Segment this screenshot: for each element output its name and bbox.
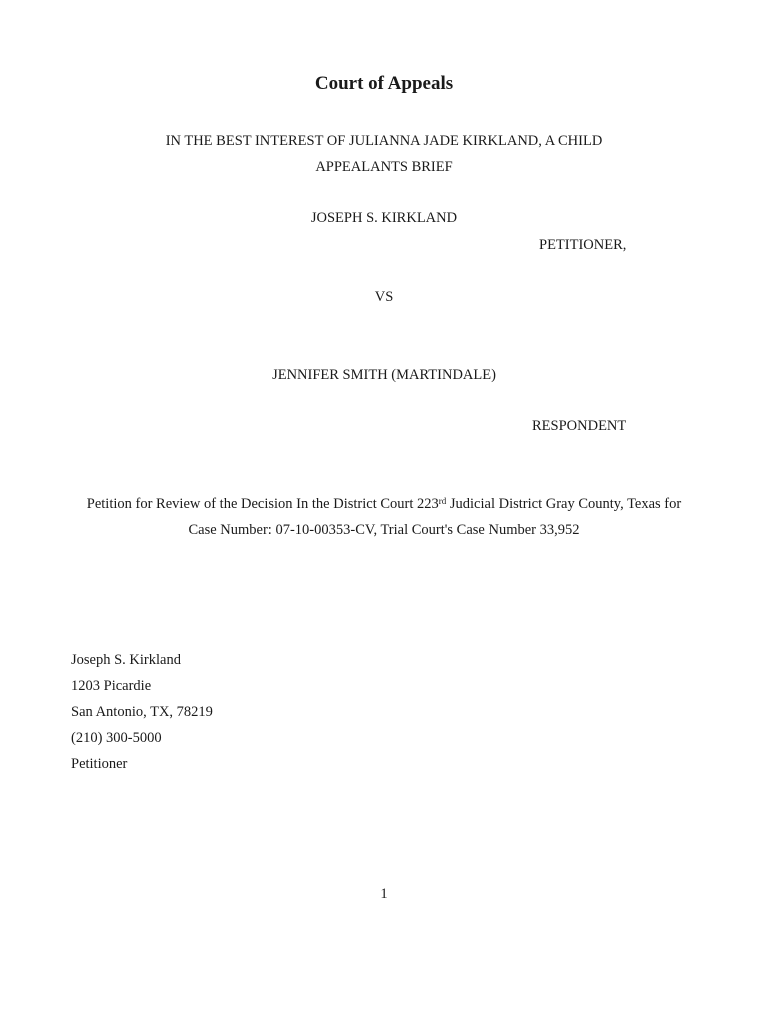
contact-phone: (210) 300-5000	[71, 730, 162, 746]
page-number: 1	[380, 886, 388, 902]
petition-text-after: Judicial District Gray County, Texas for	[446, 496, 682, 512]
case-matter: IN THE BEST INTEREST OF JULIANNA JADE KIRKLAND, A CHILD	[165, 133, 603, 149]
petitioner-role: PETITIONER,	[539, 237, 627, 253]
petition-line-1	[0, 495, 768, 513]
petitioner-name: JOSEPH S. KIRKLAND	[310, 210, 458, 226]
respondent-role: RESPONDENT	[532, 418, 627, 434]
respondent-name: JENNIFER SMITH (MARTINDALE)	[272, 367, 496, 383]
petition-line-2: Case Number: 07-10-00353-CV, Trial Court's Case Number 33,952	[188, 522, 580, 538]
contact-name: Joseph S. Kirkland	[71, 652, 181, 668]
ordinal-suffix: rd	[438, 496, 447, 506]
versus-label: VS	[374, 289, 394, 305]
petition-text-before: Petition for Review of the Decision In the District Court 223	[86, 496, 439, 512]
contact-street: 1203 Picardie	[71, 678, 152, 694]
contact-role: Petitioner	[71, 756, 128, 772]
contact-city: San Antonio, TX, 78219	[71, 704, 213, 720]
document-type: APPEALANTS BRIEF	[315, 159, 453, 175]
page-title: Court of Appeals	[314, 73, 454, 94]
